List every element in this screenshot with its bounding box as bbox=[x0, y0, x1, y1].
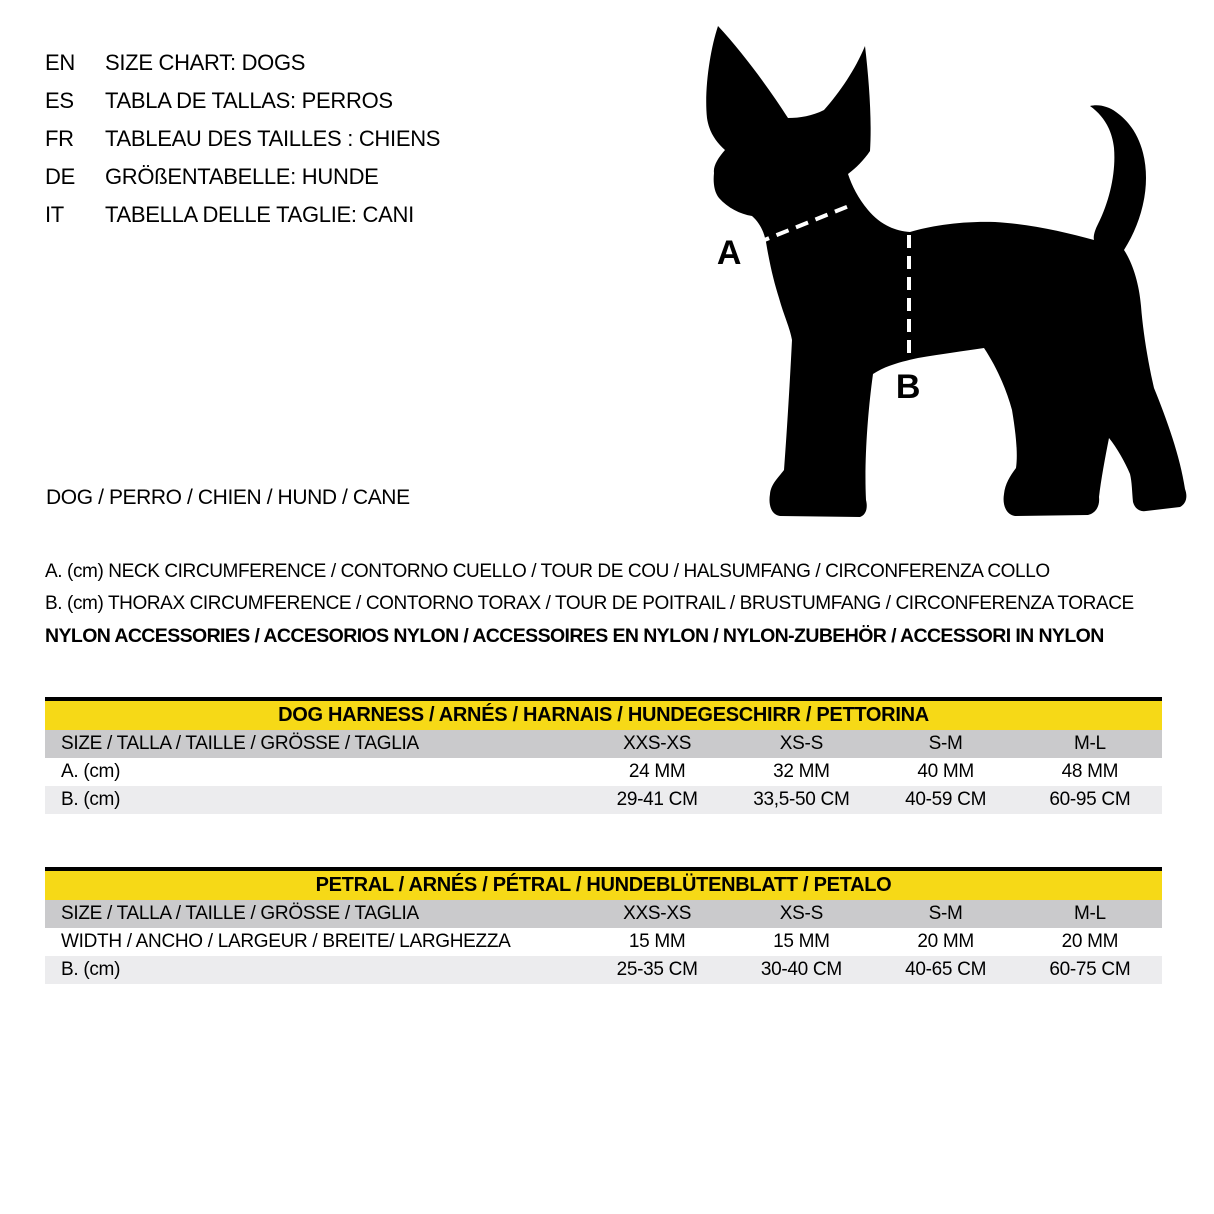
cell-value: 40-59 CM bbox=[905, 789, 987, 810]
cell-value: 60-75 CM bbox=[1049, 959, 1131, 980]
cell-value: 60-95 CM bbox=[1049, 789, 1131, 810]
chart-title: GRÖßENTABELLE: HUNDE bbox=[105, 164, 379, 189]
cell-value: 20 MM bbox=[917, 931, 974, 952]
cell-value: 32 MM bbox=[773, 761, 830, 782]
language-row-de bbox=[45, 158, 440, 196]
cell-value: 15 MM bbox=[773, 931, 830, 952]
cell-value: 48 MM bbox=[1061, 761, 1119, 782]
size-column-header: XXS-XS bbox=[623, 903, 692, 924]
dog-measurement-diagram bbox=[680, 10, 1200, 530]
row-label: B. (cm) bbox=[61, 789, 121, 810]
table-row bbox=[45, 928, 1162, 956]
language-code: DE bbox=[45, 164, 75, 189]
table-row bbox=[45, 758, 1162, 786]
language-row-fr bbox=[45, 120, 440, 158]
cell-value: 40 MM bbox=[917, 761, 974, 782]
chart-title: TABLEAU DES TAILLES : CHIENS bbox=[105, 126, 441, 151]
cell-value: 15 MM bbox=[628, 931, 686, 952]
table-title: DOG HARNESS / ARNÉS / HARNAIS / HUNDEGESCHIRR / PETTORINA bbox=[45, 701, 1162, 730]
cell-value: 24 MM bbox=[628, 761, 686, 782]
language-code: FR bbox=[45, 126, 74, 151]
row-label: WIDTH / ANCHO / LARGEUR / BREITE/ LARGHEZZA bbox=[61, 931, 511, 952]
cell-value: 25-35 CM bbox=[616, 959, 698, 980]
animal-label: DOG / PERRO / CHIEN / HUND / CANE bbox=[46, 486, 410, 509]
size-row-label: SIZE / TALLA / TAILLE / GRÖSSE / TAGLIA bbox=[61, 903, 419, 924]
table-row bbox=[45, 786, 1162, 814]
legend-line-a: A. (cm) NECK CIRCUMFERENCE / CONTORNO CUELLO / TOUR DE COU / HALSUMFANG / CIRCONFERENZA COLLO bbox=[45, 561, 1050, 582]
cell-value: 30-40 CM bbox=[760, 959, 842, 980]
size-column-header: XXS-XS bbox=[623, 733, 692, 754]
legend-line-b: B. (cm) THORAX CIRCUMFERENCE / CONTORNO TORAX / TOUR DE POITRAIL / BRUSTUMFANG / CIRCONFERENZA TORACE bbox=[45, 593, 1134, 614]
language-code: EN bbox=[45, 50, 75, 75]
measurement-legend bbox=[45, 556, 1134, 652]
cell-value: 40-65 CM bbox=[905, 959, 987, 980]
size-column-header: S-M bbox=[928, 903, 963, 924]
size-column-header: M-L bbox=[1073, 903, 1106, 924]
language-code: ES bbox=[45, 88, 74, 113]
size-header-row bbox=[45, 730, 1162, 758]
chart-title: TABELLA DELLE TAGLIE: CANI bbox=[105, 202, 414, 227]
marker-a-label: A bbox=[716, 234, 742, 272]
row-label: A. (cm) bbox=[61, 761, 121, 782]
size-column-header: XS-S bbox=[779, 733, 823, 754]
cell-value: 33,5-50 CM bbox=[753, 789, 850, 810]
size-column-header: S-M bbox=[928, 733, 963, 754]
language-row-es bbox=[45, 82, 440, 120]
dog-silhouette bbox=[706, 26, 1186, 517]
chart-title: SIZE CHART: DOGS bbox=[105, 50, 306, 75]
size-column-header: M-L bbox=[1073, 733, 1106, 754]
chart-title: TABLA DE TALLAS: PERROS bbox=[105, 88, 393, 113]
table-title: PETRAL / ARNÉS / PÉTRAL / HUNDEBLÜTENBLATT / PETALO bbox=[45, 871, 1162, 900]
dog-harness-size-table bbox=[45, 697, 1162, 814]
category-line: NYLON ACCESSORIES / ACCESORIOS NYLON / ACCESSOIRES EN NYLON / NYLON-ZUBEHÖR / ACCESSORI IN NYLON bbox=[45, 624, 1104, 647]
marker-b-label: B bbox=[895, 368, 921, 406]
size-row-label: SIZE / TALLA / TAILLE / GRÖSSE / TAGLIA bbox=[61, 733, 419, 754]
language-title-block bbox=[45, 44, 440, 234]
language-row-it bbox=[45, 196, 440, 234]
cell-value: 29-41 CM bbox=[616, 789, 698, 810]
table-row bbox=[45, 956, 1162, 984]
size-column-header: XS-S bbox=[779, 903, 823, 924]
size-header-row bbox=[45, 900, 1162, 928]
language-row-en bbox=[45, 44, 440, 82]
row-label: B. (cm) bbox=[61, 959, 121, 980]
petral-size-table bbox=[45, 867, 1162, 984]
cell-value: 20 MM bbox=[1061, 931, 1119, 952]
language-code: IT bbox=[45, 202, 64, 227]
